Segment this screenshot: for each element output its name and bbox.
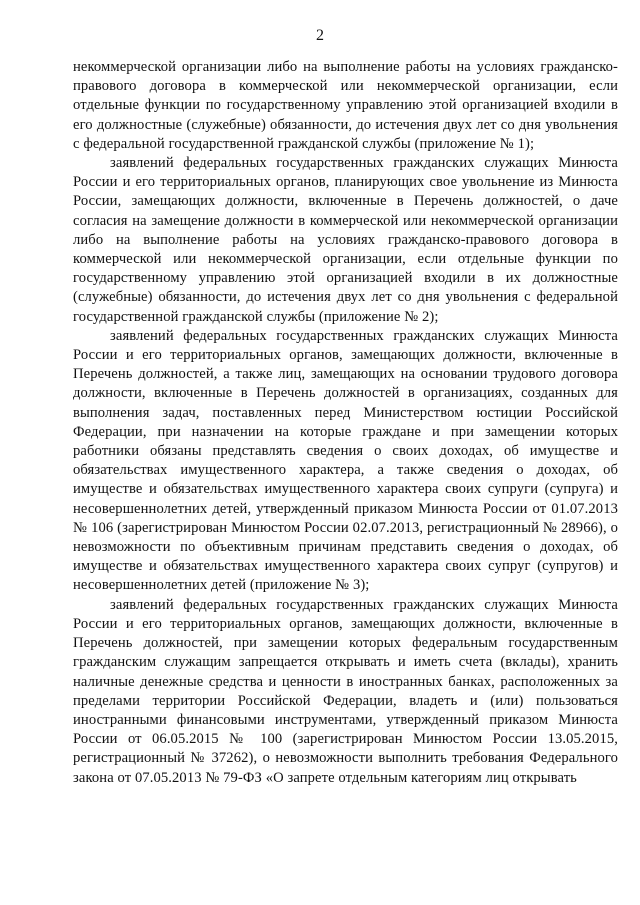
paragraph-item: заявлений федеральных государственных гражданских служащих Минюста России и его территориальных органов, планирующих свое увольнение из Минюста России, замещающих должности, включенные в Перечень должностей, о даче согласия на замещение должности в коммерческой или некоммерческой организации либо на выполнение работы на условиях гражданско-правового договора в коммерческой или некоммерческой организации, если отдельные функции по государственному управлению этой организацией входили в их должностные (служебные) обязанности, до истечения двух лет со дня увольнения с федеральной государственной гражданской службы (приложение № 2); [73,155,618,325]
paragraph-continuation: некоммерческой организации либо на выполнение работы на условиях гражданско-правового договора в коммерческой или некоммерческой организации, если отдельные функции по государственному управлению этой организацией входили в его должностные (служебные) обязанности, до истечения двух лет со дня увольнения с федеральной государственной гражданской службы (приложение № 1); [73,59,618,152]
paragraph-item: заявлений федеральных государственных гражданских служащих Минюста России и его территориальных органов, замещающих должности, включенные в Перечень должностей, при замещении которых федеральным государственным гражданским служащим запрещается открывать и иметь счета (вклады), хранить наличные денежные средства и ценности в иностранных банках, расположенных за пределами территории Российской Федерации, владеть и (или) пользоваться иностранными финансовыми инструментами, утвержденный приказом Минюста России от 06.05.2015 № 100 (зарегистрирован Минюстом России 13.05.2015, регистрационный № 37262), о невозможности выполнить требования Федерального закона от 07.05.2013 № 79-ФЗ «О запрете отдельным категориям лиц открывать [73,596,618,786]
paragraph-item: заявлений федеральных государственных гражданских служащих Минюста России и его территориальных органов, замещающих должности, включенные в Перечень должностей, а также лиц, замещающих на основании трудового договора должности, включенные в Перечень должностей в организациях, созданных для выполнения задач, поставленных перед Министерством юстиции Российской Федерации, при назначении на которые граждане и при замещении которых работники обязаны представлять сведения о своих доходах, об имуществе и обязательствах имущественного характера, а также сведения о доходах, об имуществе и обязательствах имущественного характера своих супруги (супруга) и несовершеннолетних детей, утвержденный приказом Минюста России от 01.07.2013 № 106 (зарегистрирован Минюстом России 02.07.2013, регистрационный № 28966), о невозможности по объективным причинам представить сведения о доходах, об имуществе и обязательствах имущественного характера своих супруг (супругов) и несовершеннолетних детей (приложение № 3); [73,327,618,594]
page-number: 2 [316,27,324,44]
